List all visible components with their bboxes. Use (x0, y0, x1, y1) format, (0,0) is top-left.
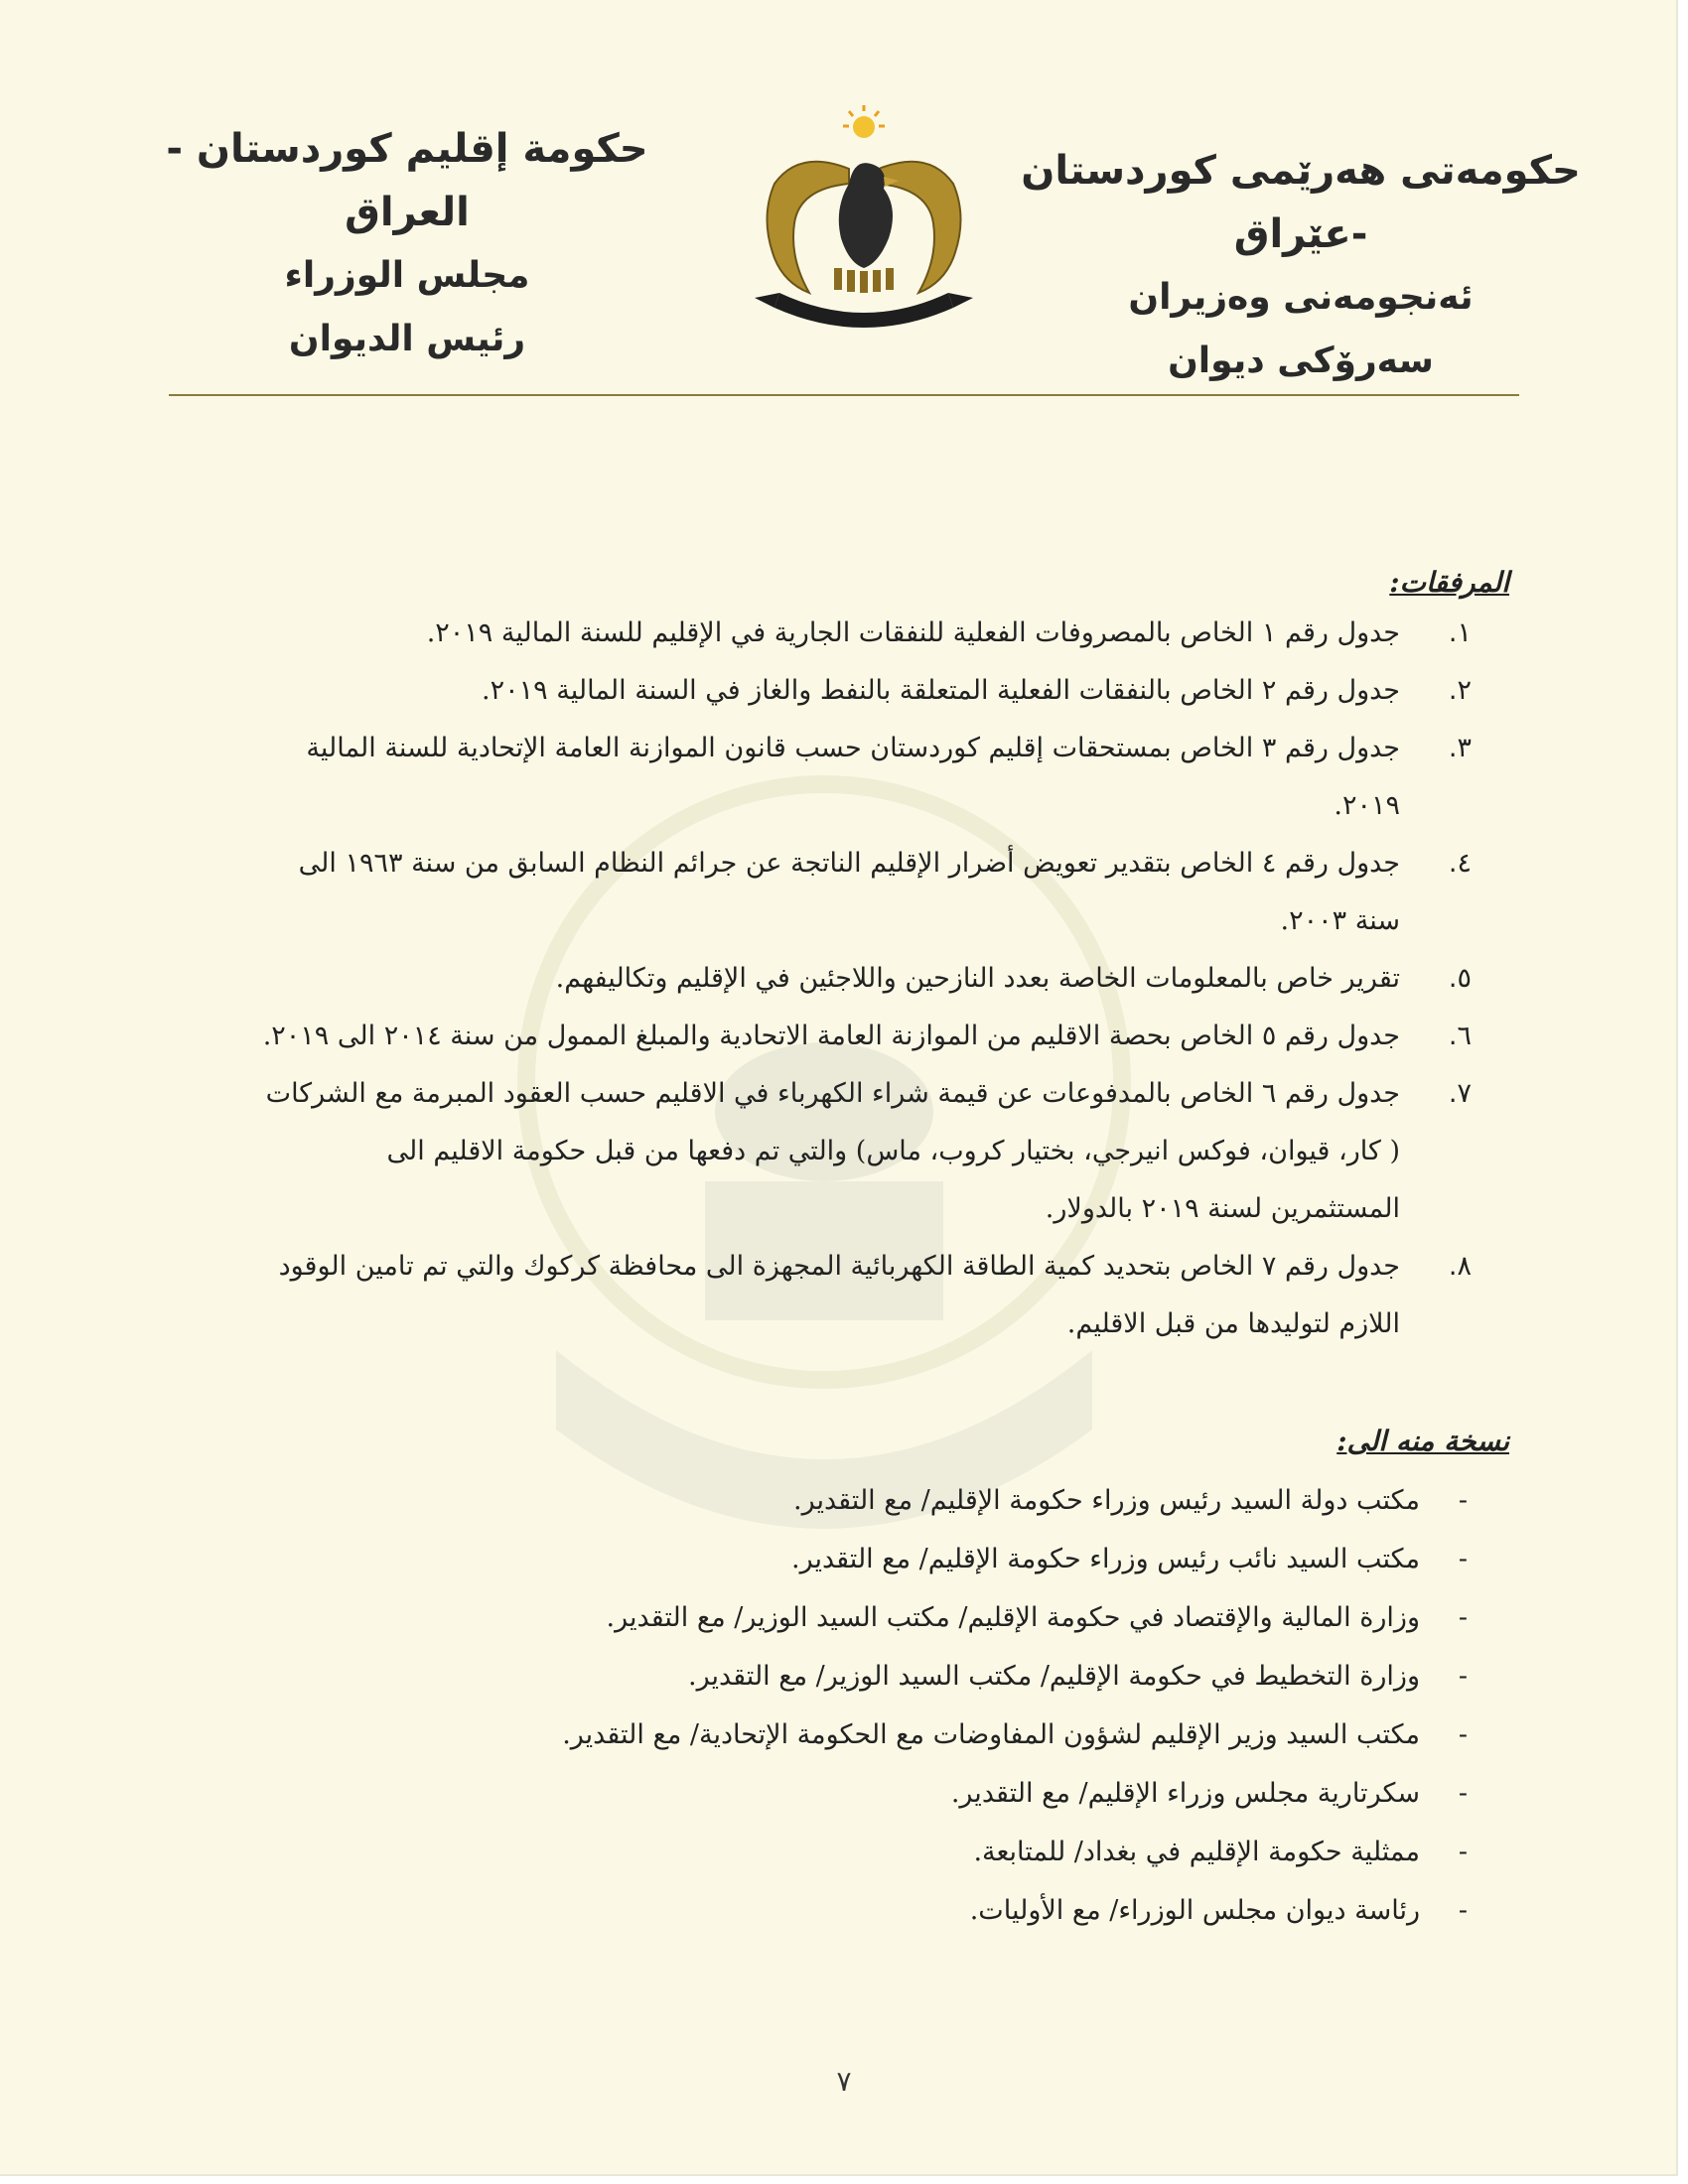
kurdish-council: ئەنجومەنی وەزیران (1128, 277, 1474, 318)
attachment-item (238, 605, 1509, 662)
kurdish-gov-name: حكومەتی هەرێمی کوردستان -عێراق (1021, 148, 1581, 257)
list-dash: - (1458, 1602, 1468, 1633)
kurdish-header (983, 139, 1618, 393)
arabic-gov-name: حكومة إقليم كوردستان - العراق (166, 126, 648, 235)
attachment-number: ٧. (1448, 1078, 1472, 1109)
copies-title: نسخة منه الى: (1336, 1425, 1509, 1457)
attachment-item (238, 1008, 1509, 1065)
list-dash: - (1458, 1719, 1468, 1750)
attachment-number: ٤. (1448, 848, 1472, 879)
copy-recipient (238, 1764, 1509, 1823)
copy-recipient (238, 1706, 1509, 1764)
arabic-office-head: رئيس الديوان (288, 319, 526, 359)
list-dash: - (1458, 1837, 1468, 1867)
attachment-item (238, 662, 1509, 720)
copy-recipient-text: وزارة التخطيط في حكومة الإقليم/ مكتب السيد الوزير/ مع التقدير. (687, 1661, 1420, 1692)
copy-recipient (238, 1647, 1509, 1706)
page-number: ٧ (836, 2065, 852, 2098)
attachment-text: جدول رقم ٦ الخاص بالمدفوعات عن قيمة شراء الكهرباء في الاقليم حسب العقود المبرمة مع الشركات ( كار، قيوان، فوكس انيرجي، بختيار كروب، ماس) والتي تم دفعها من قبل حكومة الاقليم الى المستثمرين لسنة ٢٠١٩ بالدولار. (265, 1078, 1400, 1224)
arabic-header (139, 117, 675, 371)
attachment-text: جدول رقم ٢ الخاص بالنفقات الفعلية المتعلقة بالنفط والغاز في السنة المالية ٢٠١٩. (482, 675, 1400, 706)
attachment-number: ٢. (1448, 675, 1472, 706)
header-divider (169, 394, 1519, 396)
attachment-item (238, 835, 1509, 950)
copy-recipient (238, 1588, 1509, 1647)
arabic-council: مجلس الوزراء (284, 255, 530, 296)
copy-recipient-text: وزارة المالية والإقتصاد في حكومة الإقليم/ مكتب السيد الوزير/ مع التقدير. (606, 1602, 1420, 1633)
attachment-text: جدول رقم ١ الخاص بالمصروفات الفعلية للنفقات الجارية في الإقليم للسنة المالية ٢٠١٩. (426, 617, 1400, 648)
attachment-item (238, 950, 1509, 1008)
kurdistan-emblem-icon (740, 99, 988, 328)
copy-recipient-text: مكتب السيد وزير الإقليم لشؤون المفاوضات مع الحكومة الإتحادية/ مع التقدير. (562, 1719, 1420, 1750)
attachment-item (238, 720, 1509, 835)
attachment-number: ٨. (1448, 1251, 1472, 1282)
attachment-number: ٣. (1448, 733, 1472, 763)
kurdish-office-head: سەرۆکی دیوان (1168, 341, 1434, 381)
copy-recipient-text: مكتب السيد نائب رئيس وزراء حكومة الإقليم/ مع التقدير. (790, 1544, 1420, 1574)
attachment-text: تقرير خاص بالمعلومات الخاصة بعدد النازحين واللاجئين في الإقليم وتكاليفهم. (555, 963, 1400, 994)
attachments-list (238, 605, 1509, 1353)
attachment-text: جدول رقم ٣ الخاص بمستحقات إقليم كوردستان حسب قانون الموازنة العامة الإتحادية للسنة المالية ٢٠١٩. (306, 733, 1400, 821)
copy-recipient (238, 1530, 1509, 1588)
list-dash: - (1458, 1895, 1468, 1926)
copy-recipient (238, 1881, 1509, 1940)
attachment-item (238, 1238, 1509, 1353)
attachment-number: ٦. (1448, 1021, 1472, 1051)
attachment-text: جدول رقم ٥ الخاص بحصة الاقليم من الموازنة العامة الاتحادية والمبلغ الممول من سنة ٢٠١٤ الى ٢٠١٩. (262, 1021, 1400, 1051)
list-dash: - (1458, 1661, 1468, 1692)
document-body (238, 566, 1509, 1940)
copy-recipient (238, 1823, 1509, 1881)
copy-recipient-text: سكرتارية مجلس وزراء الإقليم/ مع التقدير. (950, 1778, 1420, 1809)
attachment-number: ٥. (1448, 963, 1472, 994)
attachment-item (238, 1065, 1509, 1238)
list-dash: - (1458, 1544, 1468, 1574)
copies-list (238, 1471, 1509, 1940)
attachment-text: جدول رقم ٤ الخاص بتقدير تعويض أضرار الإقليم الناتجة عن جرائم النظام السابق من سنة ١٩٦٣ الى سنة ٢٠٠٣. (298, 848, 1400, 936)
attachments-title: المرفقات: (1389, 566, 1509, 599)
attachment-number: ١. (1448, 617, 1472, 648)
copy-recipient-text: مكتب دولة السيد رئيس وزراء حكومة الإقليم/ مع التقدير. (792, 1485, 1420, 1516)
copy-recipient-text: ممثلية حكومة الإقليم في بغداد/ للمتابعة. (973, 1837, 1420, 1867)
list-dash: - (1458, 1485, 1468, 1516)
list-dash: - (1458, 1778, 1468, 1809)
copy-recipient-text: رئاسة ديوان مجلس الوزراء/ مع الأوليات. (969, 1895, 1420, 1926)
attachment-text: جدول رقم ٧ الخاص بتحديد كمية الطاقة الكهربائية المجهزة الى محافظة كركوك والتي تم تامين الوقود اللازم لتوليدها من قبل الاقليم. (278, 1251, 1400, 1339)
copy-recipient (238, 1471, 1509, 1530)
